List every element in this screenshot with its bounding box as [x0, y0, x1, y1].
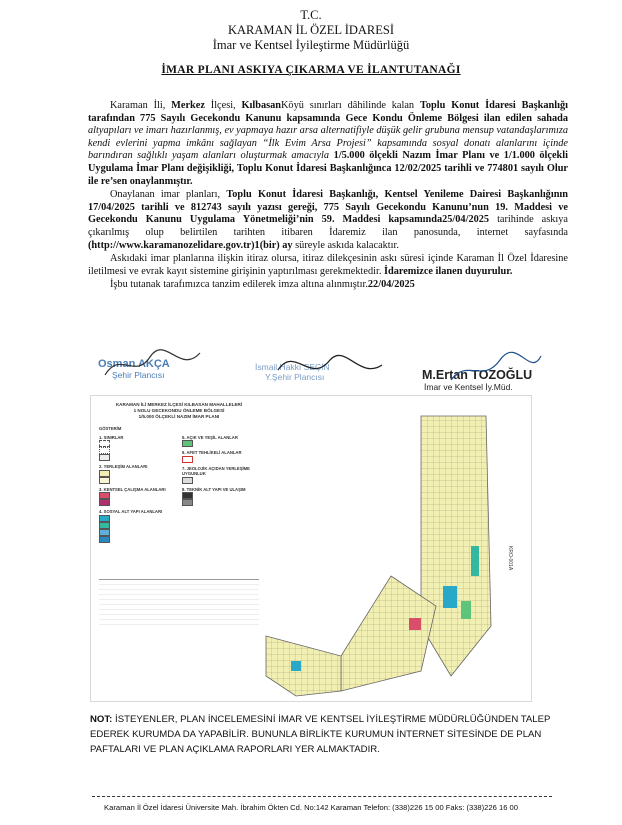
signature-3-title: İmar ve Kentsel İy.Müd. — [424, 382, 513, 392]
signature-2-name: İsmail Hakkı SEÇİN — [255, 362, 330, 372]
legend-section-commercial: 3. KENTSEL ÇALIŞMA ALANLARI — [99, 486, 166, 492]
paragraph-1 — [88, 100, 568, 188]
p1-district: Merkez — [171, 100, 205, 111]
legend-section-green: 5. AÇIK VE YEŞİL ALANLAR — [182, 434, 238, 440]
signature-2-scribble — [270, 345, 390, 390]
signature-2-title: Y.Şehir Plancısı — [265, 372, 325, 382]
p2-text-c: tarihinde askıya çıkarılmış olup belirtilen tarihten itibaren İdaremiz ilan panosunda, internet sayfasında — [88, 214, 568, 238]
signature-3-scribble — [445, 350, 545, 390]
signature-3-name: M.Ertan TOZOĞLU — [422, 368, 533, 382]
signature-1-title: Şehir Plancısı — [112, 370, 165, 380]
header-tc: T.C. — [300, 8, 322, 22]
p2-website: (http://www.karamanozelidare.gov.tr)1(bir) ay — [88, 239, 293, 251]
legend-heading-1: KARAMAN İLİ MERKEZ İLÇESİ KILBASAN MAHALLELERİ — [115, 402, 243, 407]
paragraph-2 — [88, 189, 568, 252]
paragraph-4 — [88, 279, 568, 292]
document-body — [88, 100, 568, 293]
p1-text-a: Karaman İli, — [110, 100, 172, 111]
commercial-area — [409, 618, 421, 630]
p4-date: 22/04/2025 — [367, 279, 415, 291]
plan-block-south — [266, 636, 341, 696]
document-title: İMAR PLANI ASKIYA ÇIKARMA VE İLANTUTANAĞI — [161, 64, 461, 76]
p4-text-a: İşbu tutanak tarafımızca tanzim edilerek imza altına alınmıştır. — [110, 279, 368, 291]
note-block — [90, 712, 560, 757]
note-label: NOT: — [90, 714, 113, 725]
p1-authority: Toplu Konut İdaresi Başkanlığı tarafından 775 Sayılı Gecekondu Kanunu kapsamında Gece Kondu Önleme Bölgesi ilan edilen sahada — [88, 100, 569, 124]
signature-1-name: Osman AKÇA — [98, 358, 170, 370]
zoning-plan-map — [90, 395, 532, 702]
legend-section-hazard: 6. AFET TEHLİKELİ ALANLAR — [182, 450, 242, 455]
legend-section-infrastructure: 8. TEKNİK ALT YAPI VE ULAŞIM — [182, 486, 246, 492]
legend-heading-2: 1 NOLU GECEKONDU ÖNLEME BÖLGESİ — [133, 408, 225, 413]
social-facility-area-3 — [291, 661, 301, 671]
p3-announcement: İdaremizce ilanen duyurulur. — [383, 265, 513, 277]
legend-section-residential: 2. YERLEŞİM ALANLARI — [99, 464, 148, 469]
header-institution: KARAMAN İL ÖZEL İDARESİ — [227, 23, 395, 37]
p1-approval: 1/5.000 ölçekli Nazım İmar Planı ve 1/1.000 ölçekli Uygulama İmar Planı değişikliği, Toplu Konut İdaresi Başkanlığınca 12/02/2025 tarihli ve 774801 sayılı Olur ile re’sen onaylanmıştır. — [88, 150, 569, 187]
legend-title: GÖSTERİM — [99, 426, 122, 431]
green-area — [461, 601, 471, 619]
footer-divider — [92, 796, 552, 797]
p1-text-e: Köyü sınırları dâhilinde kalan — [281, 100, 420, 111]
legend-section-geology: 7. JEOLOJİK AÇIDAN YERLEŞİME UYGUNLUK — [182, 465, 250, 476]
social-facility-area — [443, 586, 457, 608]
signature-1-scribble — [100, 345, 210, 385]
p1-village: Kılbasan — [241, 100, 281, 111]
plan-drawing — [91, 396, 531, 701]
footer-address: Karaman İl Özel İdaresi Üniversite Mah. İbrahim Ökten Cd. No:142 Karaman Telefon: (338)226 15 00 Faks: (338)226 16 00 — [104, 803, 518, 812]
legend-section-borders: 1. SINIRLAR — [99, 434, 124, 440]
p1-purpose: altyapıları ve imarı hazırlanmış, ev yapmaya hazır arsa alternatifiyle düşük gelir grubuna mensup vatandaşlarımıza kendi evlerini yapma imkânı sağlayan “İlk Evim Arsa Projesi” kapsamında sosyal donatı alanlarını içinde barındıran sağlıklı yaşam alanları oluşturmak amacıyla — [88, 125, 568, 162]
social-facility-area-2 — [471, 546, 479, 576]
plan-block-north — [421, 416, 491, 676]
legend-heading-3: 1/5.000 ÖLÇEKLİ NAZIM İMAR PLANI — [138, 414, 220, 419]
p2-legal-basis: Toplu Konut İdaresi Başkanlığı, Kentsel Yenileme Dairesi Başkanlığının 17/04/2025 tarihli ve 812743 sayılı yazısı gereği, 775 Sayılı Gecekondu Kanunu’nun 19. Maddesi ve Gecekondu Kanunu Uygulama Yönetmeliği’nin 59. Maddesi kapsamında25/04/2025 — [88, 189, 569, 226]
map-side-label: KRO-001A — [507, 546, 513, 571]
paragraph-3 — [88, 253, 568, 278]
p2-text-a: Onaylanan imar planları, — [110, 189, 227, 201]
note-text: İSTEYENLER, PLAN İNCELEMESİNİ İMAR VE KENTSEL İYİLEŞTİRME MÜDÜRLÜĞÜNDEN TALEP EDEREK KURUMDA DA YAPABİLİR. BUNUNLA BİRLİKTE KURUMUN İNTERNET SİTESİNDE DE PLAN PAFTALARI VE PLAN AÇIKLAMA RAPORLARI YER ALMAKTADIR. — [90, 714, 551, 755]
p1-text-c: İlçesi, — [204, 100, 242, 111]
p2-text-e: süreyle askıda kalacaktır. — [292, 239, 399, 251]
legend-section-social: 4. SOSYAL ALT YAPI ALANLARI — [99, 509, 163, 514]
header-department: İmar ve Kentsel İyileştirme Müdürlüğü — [212, 38, 410, 52]
p3-text-a: Askıdaki imar planlarına ilişkin itiraz olursa, itiraz dilekçesinin askı süresi içinde Karaman İl Özel İdaresine iletilmesi ve evrak kayıt sistemine girişinin yaptırılması gerekmektedir. — [88, 253, 568, 277]
